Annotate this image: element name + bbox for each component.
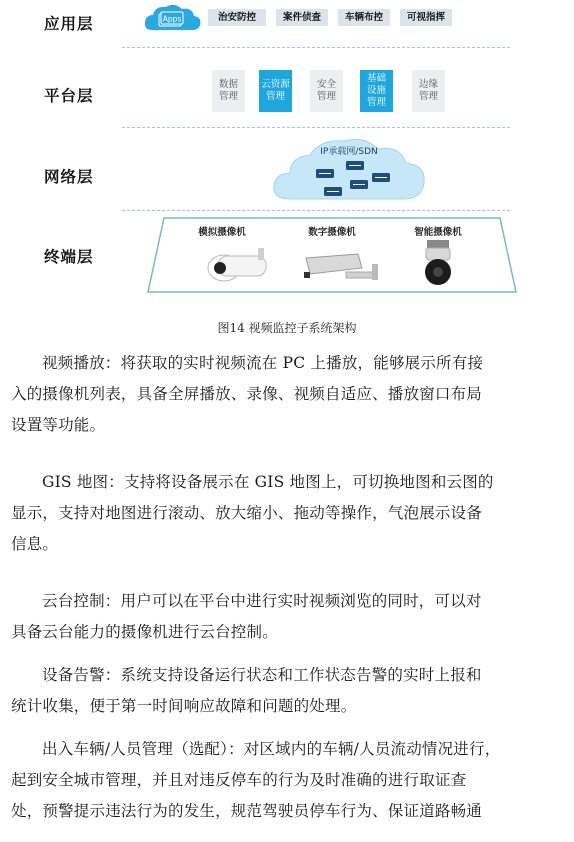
- text-line: 处，预警提示违法行为的发生，规范驾驶员停车行为、保证道路畅通: [11, 802, 483, 820]
- text-line: 信息。: [11, 535, 59, 553]
- text-line: 云台控制：用户可以在平台中进行实时视频浏览的同时，可以对: [42, 592, 482, 610]
- figure-caption: 图14 视频监控子系统架构: [217, 321, 357, 335]
- layer-label-platform: 平台层: [44, 87, 94, 105]
- text-line: 统计收集，便于第一时间响应故障和问题的处理。: [11, 697, 357, 715]
- text-line: 设备告警：系统支持设备运行状态和工作状态告警的实时上报和: [42, 666, 482, 684]
- layer-divider: [122, 127, 510, 128]
- text-line: 设置等功能。: [11, 416, 106, 434]
- layer-divider: [122, 210, 510, 211]
- text-line: 起到安全城市管理，并且对违反停车的行为及时准确的进行取证查: [11, 771, 467, 789]
- text-line: 显示，支持对地图进行滚动、放大缩小、拖动等操作，气泡展示设备: [11, 504, 483, 522]
- platform-item-infrastructure: 基础 设施 管理: [360, 70, 393, 112]
- camera-label-smart: 智能摄像机: [414, 227, 462, 238]
- paragraph-vehicle-personnel: [11, 734, 561, 827]
- camera-label-digital: 数字摄像机: [308, 227, 356, 238]
- platform-item-edge: 边缘 管理: [412, 70, 445, 112]
- layer-divider: [122, 47, 510, 48]
- layer-label-app: 应用层: [44, 15, 94, 33]
- paragraph-video-playback: [11, 348, 561, 441]
- architecture-diagram: [0, 0, 574, 300]
- app-item: 车辆布控: [338, 9, 390, 26]
- layer-label-terminal: 终端层: [44, 248, 94, 266]
- platform-item-data: 数据 管理: [212, 70, 245, 112]
- app-item: 可视指挥: [400, 9, 452, 26]
- apps-cloud-icon: [142, 2, 204, 34]
- paragraph-device-alarm: [11, 660, 561, 722]
- platform-item-cloud-resource: 云资源 管理: [259, 70, 292, 112]
- layer-label-network: 网络层: [44, 168, 94, 186]
- text-line: 具备云台能力的摄像机进行云台控制。: [11, 623, 278, 641]
- text-line: GIS 地图：支持将设备展示在 GIS 地图上，可切换地图和云图的: [42, 473, 494, 491]
- paragraph-gis-map: [11, 467, 561, 560]
- app-item: 案件侦查: [276, 9, 328, 26]
- paragraph-ptz-control: [11, 586, 561, 648]
- apps-cloud-label: Apps: [162, 14, 182, 24]
- camera-label-analog: 模拟摄像机: [198, 227, 246, 238]
- text-line: 入的摄像机列表，具备全屏播放、录像、视频自适应、播放窗口布局: [11, 385, 483, 403]
- network-cloud-icon: [268, 133, 430, 205]
- network-cloud-label: IP承载网/SDN: [320, 147, 378, 157]
- text-line: 视频播放：将获取的实时视频流在 PC 上播放，能够展示所有接: [42, 354, 484, 372]
- app-item: 治安防控: [208, 9, 266, 26]
- platform-item-security: 安全 管理: [310, 70, 343, 112]
- text-line: 出入车辆/人员管理（选配）：对区域内的车辆/人员流动情况进行，: [42, 740, 501, 758]
